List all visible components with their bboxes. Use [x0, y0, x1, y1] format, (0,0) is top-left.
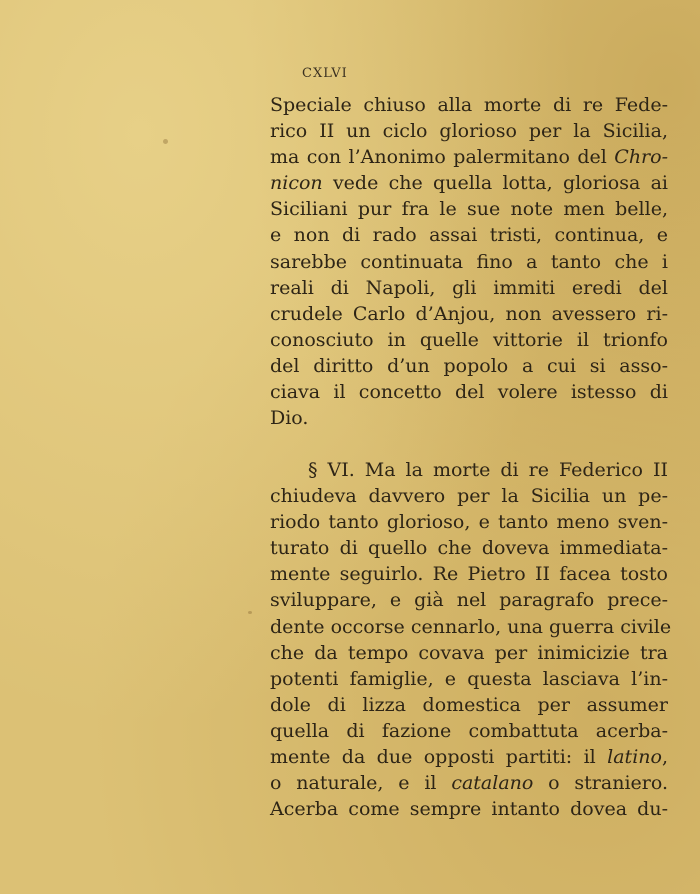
text-line: quella di fazione combattuta acerba- [270, 719, 668, 742]
text-line: conosciuto in quelle vittorie il trionfo [270, 328, 668, 351]
text-line: Dio. [270, 407, 309, 430]
text-line: chiudeva davvero per la Sicilia un pe- [270, 485, 668, 508]
text-line [270, 744, 668, 770]
text-fragment: vede che quella lotta, gloriosa ai [322, 172, 668, 195]
text-line: del diritto d’un popolo a cui si asso- [270, 354, 668, 377]
text-line [270, 144, 668, 170]
italic-word: nicon [270, 172, 323, 195]
text-line: rico II un ciclo glorioso per la Sicilia, [270, 120, 668, 143]
text-line [270, 170, 668, 196]
text-line: sviluppare, e già nel paragrafo prece- [270, 589, 668, 612]
text-line: dente occorse cennarlo, una guerra civile [270, 615, 672, 638]
text-fragment: , [661, 746, 668, 769]
text-fragment: o straniero. [533, 772, 668, 795]
italic-word: latino [607, 746, 662, 769]
paper-spot [163, 139, 168, 144]
text-line: e non di rado assai tristi, continua, e [270, 224, 668, 247]
text-line: che da tempo covava per inimicizie tra [270, 641, 668, 664]
text-line: ciava il concetto del volere istesso di [270, 381, 668, 404]
page-number: CXLVI [302, 66, 348, 81]
text-line: Siciliani pur fra le sue note men belle, [270, 198, 668, 221]
text-fragment: ma con l’Anonimo palermitano del [270, 146, 615, 169]
text-line: Acerba come sempre intanto dovea du- [270, 798, 668, 821]
paragraph-2 [270, 457, 672, 822]
paragraph-1 [270, 92, 668, 431]
text-line [270, 770, 668, 796]
paper-spot [248, 611, 252, 614]
text-line: reali di Napoli, gli immiti eredi del [270, 276, 668, 299]
text-line: sarebbe continuata fino a tanto che i [270, 250, 668, 273]
text-line: crudele Carlo d’Anjou, non avessero ri- [270, 302, 668, 325]
text-line: turato di quello che doveva immediata- [270, 537, 668, 560]
text-line: dole di lizza domestica per assumer [270, 693, 668, 716]
italic-word: catalano [451, 772, 534, 795]
italic-word: Chro- [614, 146, 668, 169]
text-line: Speciale chiuso alla morte di re Fede- [270, 94, 668, 116]
text-fragment: mente da due opposti partiti: il [270, 746, 608, 769]
text-line: mente seguirlo. Re Pietro II facea tosto [270, 563, 668, 586]
text-line: potenti famiglie, e questa lasciava l’in- [270, 667, 668, 690]
text-fragment: o naturale, e il [270, 772, 452, 795]
section-heading-line: § VI. Ma la morte di re Federico II [308, 459, 668, 481]
text-line: riodo tanto glorioso, e tanto meno sven- [270, 511, 668, 534]
